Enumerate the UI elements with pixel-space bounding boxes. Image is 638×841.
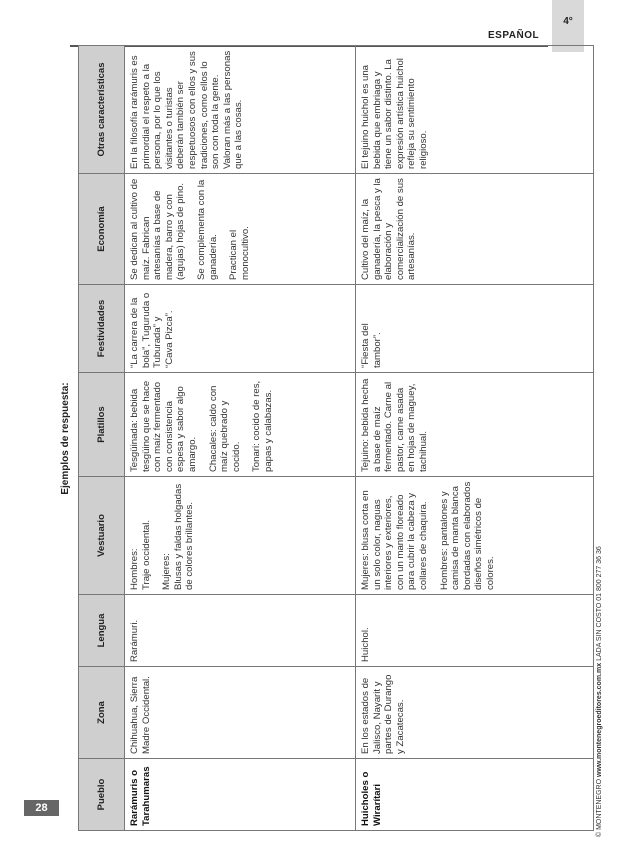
copyright-brand: © MONTENEGRO — [596, 778, 603, 837]
col-header-otras: Otras características — [79, 46, 125, 174]
col-header-zona: Zona — [79, 667, 125, 759]
cell-vestuario — [356, 477, 594, 595]
table-row — [125, 46, 356, 831]
cell-vestuario — [125, 477, 356, 595]
text-line: Hombres: — [129, 548, 140, 590]
cell-lengua: Huichol. — [356, 595, 594, 667]
cell-economia — [356, 174, 594, 285]
page-number: 28 — [24, 800, 59, 816]
cell-economia — [125, 174, 356, 285]
cell-otras: En la filosofía rarámuris es primordial el respeto a la persona, por lo que los visitantes o turistas deberán también ser respetuosos con ellos y sus tradiciones, como ellos lo son con toda la gente. Valoran más a las personas que a las cosas. — [125, 46, 356, 174]
cell-pueblo: Huicholes o Wirarítari — [356, 759, 594, 831]
cell-festividades: “La carrera de la bola”, Tuguruda o Tuburada” y “Cava Pizca”. — [125, 285, 356, 373]
grade-badge: 4° — [552, 0, 584, 52]
col-header-pueblo: Pueblo — [79, 759, 125, 831]
cell-platillos — [125, 373, 356, 477]
col-header-vestuario: Vestuario — [79, 477, 125, 595]
copyright-line — [596, 546, 603, 837]
copyright-phone: LADA SIN COSTO 01 800 277 36 36 — [596, 546, 603, 661]
text-line: Cultivo del maíz, la ganadería, la pesca y la elaboración y comercialización de sus artesanías. — [360, 178, 418, 280]
text-line: Se dedican al cultivo de maíz. Fabrican artesanías a base de madera, barro y con (agujas) hojas de pino. — [129, 178, 187, 280]
cell-festividades: “Fiesta del tambor”. — [356, 285, 594, 373]
copyright-url[interactable]: www.montenegroeditores.com.mx — [596, 662, 603, 777]
spacer — [199, 377, 208, 472]
text-line: Practican el monocultivo. — [228, 226, 251, 280]
text-line: Mujeres: blusa corta en un solo color, naguas interiores y exteriores, con un manto floreado para cubrir la cabeza y collares de chaquira. — [360, 490, 429, 590]
text-line: Traje occidental. — [140, 519, 152, 590]
rotated-table-area — [58, 46, 593, 831]
spacer — [187, 178, 196, 280]
cell-zona: Chihuahua, Sierra Madre Occidental. — [125, 667, 356, 759]
subject-title: ESPAÑOL — [488, 30, 540, 41]
col-header-festividades: Festividades — [79, 285, 125, 373]
text-line: Tejuino: bebida hecha a base de maíz fermentado. Carne al pastor, carne asada en hojas de maguey, tachihual. — [360, 378, 429, 472]
cell-pueblo: Rarámuris o Tarahumaras — [125, 759, 356, 831]
cell-otras: El tejuino huichol es una bebida que embriaga y tiene un sabor distinto. La expresión artística huichol refleja su sentimiento religioso. — [356, 46, 594, 174]
text-line: Blusas y faldas holgadas de colores brillantes. — [172, 483, 196, 590]
table-caption: Ejemplos de respuesta: — [60, 382, 71, 495]
text-line: Se complementa con la ganadería. — [195, 179, 219, 280]
spacer — [219, 178, 228, 280]
cell-lengua: Rarámuri. — [125, 595, 356, 667]
text-line: Mujeres: — [161, 553, 173, 590]
text-line: Chacales: caldo con maíz quebrado y cocido. — [207, 385, 242, 472]
col-header-economia: Economía — [79, 174, 125, 285]
table-row — [356, 46, 594, 831]
text-line: Tonari: cocido de res, papas y calabazas. — [251, 380, 274, 472]
cell-platillos — [356, 373, 594, 477]
text-line: Hombres: pantalones y camisa de manta blanca bordadas con elaborados diseños simétricos de colores. — [438, 481, 496, 590]
col-header-lengua: Lengua — [79, 595, 125, 667]
spacer — [242, 377, 251, 472]
col-header-platillos: Platillos — [79, 373, 125, 477]
spacer — [430, 481, 439, 590]
text-line: Tesgüinada: bebida tesgüino que se hace con maíz fermentado con consistencia espesa y sabor algo amargo. — [129, 380, 198, 472]
peoples-table — [78, 45, 594, 831]
cell-zona: En los estados de Jalisco, Nayarit y partes de Durango y Zacatecas. — [356, 667, 594, 759]
table-header-row — [79, 46, 125, 831]
spacer — [152, 481, 161, 590]
